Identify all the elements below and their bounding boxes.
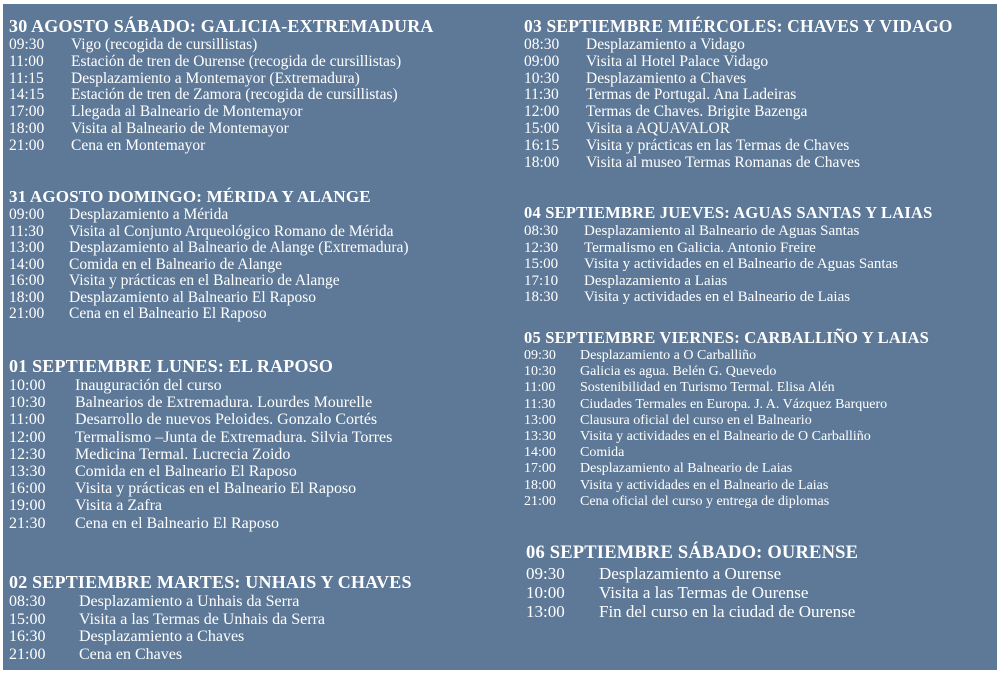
event-time: 11:00 [9, 411, 45, 429]
event-activity: Desplazamiento a Vidago [586, 37, 745, 53]
event-activity: Balnearios de Extremadura. Lourdes Mourelle [75, 394, 373, 412]
event-row [9, 497, 509, 514]
event-row [9, 207, 509, 224]
event-row [524, 138, 994, 155]
event-activity: Visita y actividades en el Balneario de Laias [580, 477, 829, 493]
event-time: 21:00 [9, 305, 45, 322]
event-activity: Desplazamiento a Mérida [69, 207, 229, 223]
event-time: 10:00 [526, 582, 565, 602]
event-row [9, 646, 509, 664]
event-activity: Clausura oficial del curso en el Balneario [580, 412, 812, 428]
event-activity: Fin del curso en la ciudad de Ourense [599, 602, 856, 621]
event-activity: Cena en el Balneario El Raposo [69, 306, 267, 322]
event-row [524, 273, 994, 290]
event-time: 13:30 [524, 429, 556, 445]
event-activity: Estación de tren de Ourense (recogida de cursillistas) [71, 53, 402, 70]
event-activity: Visita a las Termas de Ourense [599, 583, 809, 602]
event-time: 18:00 [9, 119, 45, 137]
event-time: 17:00 [9, 103, 45, 121]
schedule-panel [3, 4, 997, 670]
event-time: 18:00 [524, 477, 556, 493]
event-time: 16:00 [9, 272, 45, 289]
event-activity: Visita y prácticas en el Balneario El Raposo [75, 480, 357, 498]
event-row [526, 565, 996, 584]
event-activity: Visita y prácticas en las Termas de Chaves [586, 137, 850, 154]
event-row [9, 480, 509, 497]
event-time: 18:30 [524, 289, 559, 306]
event-time: 21:00 [9, 645, 46, 663]
event-row [524, 87, 994, 104]
event-row [9, 411, 509, 428]
event-time: 09:30 [524, 348, 556, 363]
event-row [9, 257, 509, 274]
event-row [524, 397, 994, 413]
event-row [9, 224, 509, 241]
day-block-05-septiembre [524, 328, 994, 510]
event-activity: Galicia es agua. Belén G. Quevedo [580, 364, 777, 380]
event-activity: Visita y actividades en el Balneario de Aguas Santas [584, 256, 899, 273]
event-time: 13:00 [524, 412, 556, 428]
day-block-01-septiembre [9, 355, 509, 532]
event-row [524, 494, 994, 510]
event-row [524, 37, 994, 54]
event-activity: Desplazamiento a Unhais da Serra [79, 593, 300, 610]
event-time: 08:30 [9, 593, 46, 610]
event-activity: Visita al Hotel Palace Vidago [586, 53, 769, 70]
event-activity: Vigo (recogida de cursillistas) [71, 37, 258, 53]
event-time: 15:00 [524, 256, 559, 273]
event-time: 10:00 [9, 377, 46, 394]
event-time: 17:10 [524, 272, 559, 289]
event-row [524, 380, 994, 396]
event-row [9, 394, 509, 411]
event-time: 09:00 [524, 52, 560, 70]
event-row [524, 429, 994, 445]
event-time: 10:30 [524, 364, 556, 380]
event-time: 13:00 [9, 239, 45, 256]
event-row [9, 593, 509, 611]
event-activity: Cena en Montemayor [71, 137, 206, 154]
event-time: 12:30 [9, 445, 46, 463]
event-row [524, 71, 994, 88]
day-title: 03 SEPTIEMBRE MIÉRCOLES: CHAVES Y VIDAGO [524, 16, 953, 36]
event-time: 11:30 [524, 86, 559, 104]
event-time: 14:15 [9, 86, 45, 104]
event-row [524, 445, 994, 461]
event-row [524, 289, 994, 306]
event-row [9, 611, 509, 629]
day-block-30-agosto [9, 15, 509, 155]
event-time: 11:30 [9, 222, 44, 240]
day-title: 05 SEPTIEMBRE VIERNES: CARBALLIÑO Y LAIAS [524, 328, 930, 347]
event-row [524, 121, 994, 138]
event-activity: Termas de Chaves. Brigite Bazenga [586, 104, 808, 121]
event-time: 15:00 [524, 119, 560, 137]
event-time: 15:00 [9, 610, 46, 628]
event-time: 14:00 [524, 445, 556, 461]
event-activity: Desplazamiento al Balneario de Aguas Santas [584, 223, 860, 239]
event-row [524, 104, 994, 121]
event-activity: Desplazamiento a Ourense [599, 565, 782, 583]
event-row [9, 87, 509, 104]
day-title: 31 AGOSTO DOMINGO: MÉRIDA Y ALANGE [9, 187, 371, 206]
event-time: 08:30 [524, 36, 560, 53]
event-activity: Visita y actividades en el Balneario de O Carballiño [580, 429, 871, 445]
event-activity: Cena en Chaves [79, 645, 183, 663]
event-activity: Visita a las Termas de Unhais da Serra [79, 610, 325, 628]
event-activity: Desarrollo de nuevos Peloides. Gonzalo Cortés [75, 411, 378, 429]
event-activity: Desplazamiento a Chaves [79, 628, 245, 646]
event-row [524, 155, 994, 172]
event-activity: Estación de tren de Zamora (recogida de cursillistas) [71, 87, 398, 104]
day-block-31-agosto [9, 186, 509, 323]
event-activity: Desplazamiento al Balneario de Laias [580, 461, 793, 477]
event-activity: Comida en el Balneario El Raposo [75, 463, 297, 481]
event-activity: Desplazamiento a Montemayor (Extremadura) [71, 70, 360, 87]
event-time: 19:00 [9, 497, 46, 515]
event-activity: Comida [580, 445, 625, 461]
event-row [9, 290, 509, 307]
event-time: 14:00 [9, 255, 45, 273]
event-activity: Visita y prácticas en el Balneario de Alange [69, 273, 340, 289]
event-row [524, 223, 994, 240]
day-block-04-septiembre [524, 203, 994, 306]
event-activity: Comida en el Balneario de Alange [69, 256, 283, 273]
event-time: 16:15 [524, 136, 560, 154]
event-row [524, 54, 994, 71]
event-time: 11:00 [524, 380, 556, 396]
event-row [9, 104, 509, 121]
event-row [9, 515, 509, 532]
event-row [524, 413, 994, 429]
day-title: 02 SEPTIEMBRE MARTES: UNHAIS Y CHAVES [9, 572, 412, 592]
event-activity: Medicina Termal. Lucrecia Zoido [75, 445, 291, 463]
event-time: 21:00 [9, 136, 45, 154]
event-activity: Desplazamiento al Balneario El Raposo [69, 289, 317, 306]
event-row [9, 273, 509, 290]
event-row [524, 240, 994, 257]
event-activity: Visita al Conjunto Arqueológico Romano de Mérida [69, 223, 394, 240]
event-row [526, 603, 996, 622]
event-time: 18:00 [524, 153, 560, 171]
event-row [9, 71, 509, 88]
event-activity: Cena en el Balneario El Raposo [75, 514, 279, 532]
event-row [9, 37, 509, 54]
day-block-02-septiembre [9, 571, 509, 663]
event-row [524, 348, 994, 364]
event-activity: Termalismo en Galicia. Antonio Freire [584, 239, 816, 256]
event-row [9, 54, 509, 71]
event-activity: Llegada al Balneario de Montemayor [71, 104, 303, 121]
event-activity: Termas de Portugal. Ana Ladeiras [586, 87, 797, 104]
day-block-06-septiembre [526, 541, 996, 621]
event-activity: Sostenibilidad en Turismo Termal. Elisa Alén [580, 380, 835, 396]
event-time: 10:30 [524, 69, 560, 87]
event-time: 18:00 [9, 288, 45, 306]
event-row [9, 306, 509, 323]
event-row [9, 121, 509, 138]
event-activity: Visita y actividades en el Balneario de Laias [584, 289, 851, 306]
event-time: 10:30 [9, 394, 46, 412]
event-time: 12:00 [9, 428, 46, 446]
event-activity: Ciudades Termales en Europa. J. A. Vázquez Barquero [580, 396, 888, 412]
event-time: 11:15 [9, 69, 44, 87]
event-time: 13:30 [9, 463, 46, 481]
event-row [9, 463, 509, 480]
event-time: 16:30 [9, 628, 46, 646]
event-row [524, 256, 994, 273]
event-row [9, 240, 509, 257]
event-activity: Desplazamiento a Chaves [586, 70, 747, 87]
event-activity: Visita a AQUAVALOR [586, 120, 731, 137]
event-activity: Desplazamiento a Laias [584, 272, 728, 289]
event-time: 11:30 [524, 396, 556, 412]
event-activity: Cena oficial del curso y entrega de diplomas [580, 493, 830, 509]
event-activity: Visita a Zafra [75, 497, 162, 515]
event-row [9, 138, 509, 155]
day-title: 04 SEPTIEMBRE JUEVES: AGUAS SANTAS Y LAIAS [524, 203, 933, 222]
day-title: 01 SEPTIEMBRE LUNES: EL RAPOSO [9, 356, 334, 376]
event-time: 17:00 [524, 461, 556, 477]
event-time: 11:00 [9, 52, 44, 70]
event-time: 16:00 [9, 480, 46, 498]
event-row [524, 478, 994, 494]
event-row [526, 584, 996, 603]
event-time: 21:30 [9, 514, 46, 532]
event-activity: Visita al museo Termas Romanas de Chaves [586, 154, 861, 171]
event-row [9, 429, 509, 446]
event-activity: Termalismo –Junta de Extremadura. Silvia Torres [75, 428, 393, 446]
event-row [9, 446, 509, 463]
day-title: 06 SEPTIEMBRE SÁBADO: OURENSE [526, 543, 859, 563]
event-time: 12:00 [524, 103, 560, 121]
event-time: 13:00 [526, 601, 565, 621]
event-time: 12:30 [524, 239, 559, 256]
event-activity: Desplazamiento a O Carballiño [580, 348, 757, 363]
day-block-03-septiembre [524, 15, 994, 171]
event-time: 09:30 [9, 36, 45, 53]
event-activity: Visita al Balneario de Montemayor [71, 120, 289, 137]
event-activity: Inauguración del curso [75, 377, 222, 394]
day-title: 30 AGOSTO SÁBADO: GALICIA-EXTREMADURA [9, 16, 434, 36]
event-time: 09:30 [526, 564, 565, 583]
event-time: 21:00 [524, 493, 556, 509]
event-time: 08:30 [524, 223, 559, 239]
event-row [9, 628, 509, 646]
event-time: 09:00 [9, 206, 45, 223]
event-row [524, 461, 994, 477]
event-activity: Desplazamiento al Balneario de Alange (Extremadura) [69, 240, 409, 256]
event-row [9, 377, 509, 394]
event-row [524, 364, 994, 380]
